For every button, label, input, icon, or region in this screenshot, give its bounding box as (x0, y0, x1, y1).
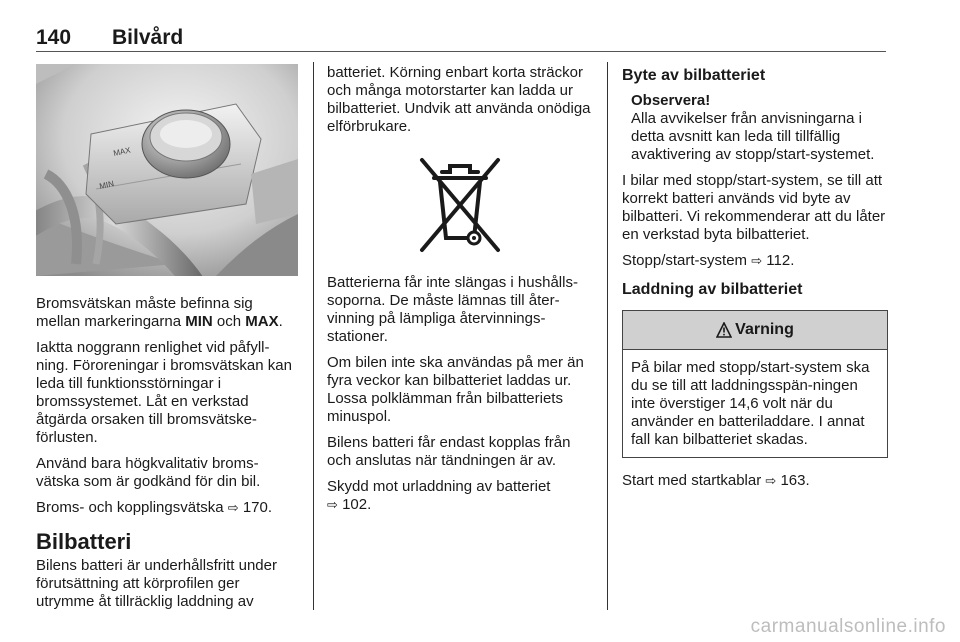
warning-body (623, 350, 887, 457)
page-ref-link[interactable]: 112. (766, 252, 795, 269)
note-title: Observera! (631, 92, 711, 109)
column-1 (36, 64, 298, 619)
column-divider-1 (313, 62, 314, 610)
paragraph-correct-battery: I bilar med stopp/start-system, se till att korrekt batteri används vid byte av bilbatteri. Vi rekommenderar att du låter en verkstad byta bilbatteriet. (622, 172, 886, 243)
cross-reference-discharge-protection: Skydd mot urladdning av batteriet ⇨ 102. (327, 478, 551, 513)
page-ref-arrow-icon: ⇨ (765, 473, 777, 488)
column-divider-2 (607, 62, 608, 610)
paragraph-battery-continued: batteriet. Körning enbart korta sträckor och många motorstarter kan ladda ur bilbatteriet. Undvik att använda onödiga elförbrukare. (327, 64, 591, 135)
column-2 (327, 64, 593, 522)
section-heading-charging: Laddning av bilbatteriet (622, 281, 803, 298)
paragraph-storage: Om bilen inte ska användas på mer än fyra veckor kan bilbatteriet laddas ur. Lossa polklämman från bilbatteriets minuspol. (327, 354, 584, 425)
warning-triangle-icon (716, 322, 732, 338)
page-ref-link[interactable]: 163. (780, 472, 810, 489)
svg-text:MAX: MAX (112, 145, 132, 158)
warning-header (623, 311, 887, 350)
page-title: Bilvård (112, 26, 184, 49)
paragraph-quality-fluid: Använd bara högkvalitativ broms-vätska som är godkänd för din bil. (36, 455, 261, 490)
paragraph-disconnect: Bilens batteri får endast kopplas från och anslutas när tändningen är av. (327, 434, 571, 469)
section-heading-battery-replacement: Byte av bilbatteriet (622, 67, 766, 84)
paragraph-disposal: Batterierna får inte slängas i hushålls-soporna. De måste lämnas till åter-vinning på lämpliga återvinnings-stationer. (327, 274, 578, 345)
column-3 (622, 64, 888, 498)
paragraph-cleanliness: Iaktta noggrann renlighet vid påfyll-ning. Föroreningar i bromsvätskan kan leda till funktionsstörningar i bromssystemet. Låt en verkstad åtgärda orsaken till bromsvätske-förlusten. (36, 339, 292, 446)
note-block (622, 92, 888, 164)
brake-fluid-reservoir-illustration (36, 64, 298, 276)
page-ref-link[interactable]: 170. (242, 499, 273, 516)
paragraph-brake-fluid-level: Bromsvätskan måste befinna sig mellan markeringarna MIN och MAX. (36, 295, 283, 330)
section-heading-battery: Bilbatteri (36, 529, 132, 554)
page-number: 140 (36, 26, 72, 49)
note-text: Alla avvikelser från anvisningarna i detta avsnitt kan leda till tillfällig avaktivering av stopp/start-systemet. (631, 110, 875, 163)
page-ref-arrow-icon: ⇨ (327, 497, 338, 512)
watermark: carmanualsonline.info (750, 616, 946, 637)
header-divider (36, 51, 886, 52)
cross-reference-brake-fluid: Broms- och kopplingsvätska ⇨ 170. (36, 499, 273, 516)
warning-box (622, 310, 888, 458)
warning-text: På bilar med stopp/start-system ska du se till att laddningsspän-ningen inte överstiger 14,6 volt när du använder en batteriladdare. I annat fall kan bilbatteriet skadas. (631, 359, 870, 448)
svg-text:MIN: MIN (98, 179, 115, 191)
paragraph-battery-intro: Bilens batteri är underhållsfritt under förutsättning att körprofilen ger utrymme åt tillräcklig laddning av (36, 557, 277, 610)
warning-title: Varning (735, 321, 794, 338)
crossed-out-bin-icon (412, 152, 508, 256)
page-ref-arrow-icon: ⇨ (227, 500, 239, 515)
page-ref-arrow-icon: ⇨ (751, 253, 763, 268)
cross-reference-jump-start: Start med startkablar ⇨ 163. (622, 472, 810, 489)
page-ref-link[interactable]: 102. (342, 496, 372, 513)
cross-reference-stop-start: Stopp/start-system ⇨ 112. (622, 252, 795, 269)
